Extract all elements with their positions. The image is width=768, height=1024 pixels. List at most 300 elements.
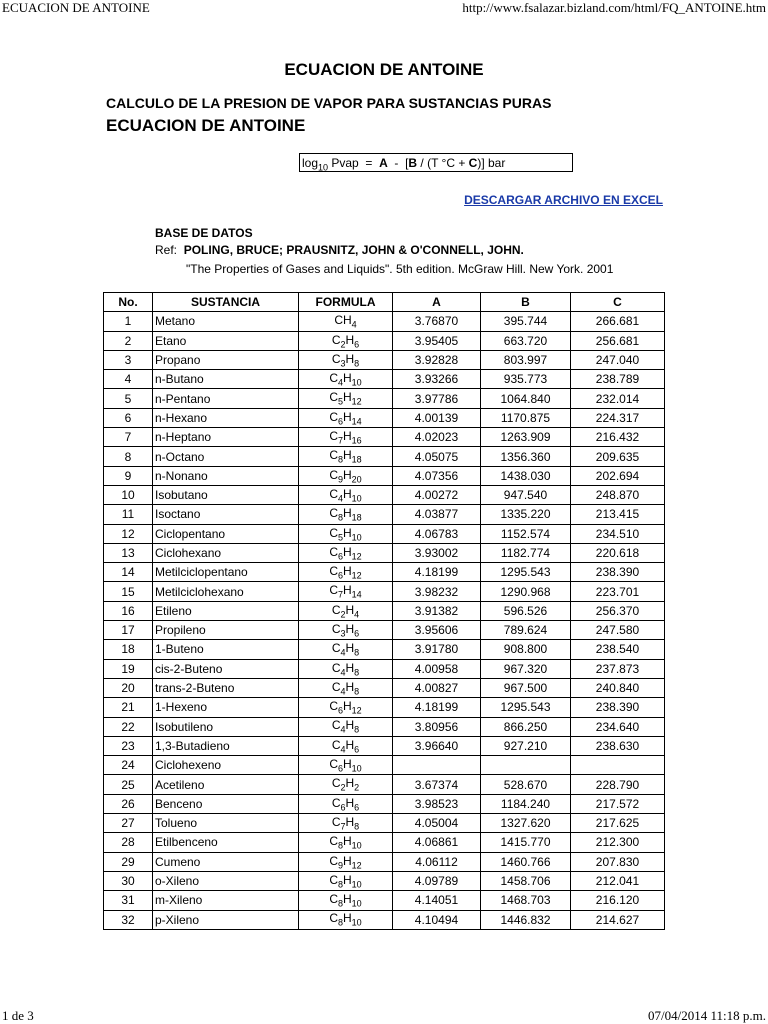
cell-formula [299, 524, 393, 543]
cell-formula [299, 389, 393, 408]
cell-c: 238.390 [571, 563, 665, 582]
formula-subscript: 6 [354, 338, 360, 349]
cell-formula [299, 370, 393, 389]
cell-a: 4.10494 [393, 910, 481, 929]
cell-b: 908.800 [481, 640, 571, 659]
table-row [104, 466, 665, 485]
cell-b: 1182.774 [481, 543, 571, 562]
cell-no: 15 [104, 582, 153, 601]
cell-no: 23 [104, 736, 153, 755]
page-subtitle: CALCULO DE LA PRESION DE VAPOR PARA SUSTANCIAS PURAS [106, 95, 552, 111]
formula-element: H [345, 332, 355, 347]
formula-subscript: 6 [354, 744, 360, 755]
table-row [104, 659, 665, 678]
formula-subscript: 8 [354, 647, 360, 658]
print-footer-page: 1 de 3 [2, 1008, 34, 1023]
cell-a: 3.92828 [393, 350, 481, 369]
cell-no: 27 [104, 814, 153, 833]
cell-c: 234.640 [571, 717, 665, 736]
cell-no: 30 [104, 871, 153, 890]
cell-formula [299, 312, 393, 331]
col-header-a: A [393, 293, 481, 312]
cell-sustancia: Ciclohexeno [153, 756, 299, 775]
cell-no: 13 [104, 543, 153, 562]
cell-c: 202.694 [571, 466, 665, 485]
formula-element: C [329, 486, 338, 501]
formula-element: H [343, 892, 352, 907]
formula-element: C [331, 814, 341, 829]
cell-formula [299, 485, 393, 504]
formula-subscript: 6 [337, 705, 343, 716]
cell-formula [299, 756, 393, 775]
formula-subscript: 4 [340, 666, 346, 677]
cell-formula [299, 447, 393, 466]
cell-a: 4.00272 [393, 485, 481, 504]
formula-element: C [329, 409, 338, 424]
formula-element: H [343, 911, 352, 926]
cell-sustancia: m-Xileno [153, 891, 299, 910]
table-row [104, 447, 665, 466]
cell-b: 395.744 [481, 312, 571, 331]
cell-b: 1263.909 [481, 428, 571, 447]
cell-a: 4.18199 [393, 698, 481, 717]
formula-element: C [329, 506, 338, 521]
cell-no: 9 [104, 466, 153, 485]
formula-subscript: 10 [351, 493, 362, 504]
formula-element: H [343, 429, 352, 444]
table-row [104, 891, 665, 910]
cell-no: 29 [104, 852, 153, 871]
database-reference [155, 243, 524, 257]
formula-mid2: / (T °C + [417, 156, 469, 170]
cell-b: 789.624 [481, 621, 571, 640]
cell-a: 3.98523 [393, 794, 481, 813]
cell-b: 1458.706 [481, 871, 571, 890]
cell-sustancia: p-Xileno [153, 910, 299, 929]
cell-c: 217.572 [571, 794, 665, 813]
cell-a: 3.76870 [393, 312, 481, 331]
cell-formula [299, 852, 393, 871]
cell-b: 1468.703 [481, 891, 571, 910]
formula-subscript: 3 [340, 358, 346, 369]
formula-element: H [345, 660, 355, 675]
cell-b: 1335.220 [481, 505, 571, 524]
cell-b: 967.320 [481, 659, 571, 678]
cell-c: 238.390 [571, 698, 665, 717]
col-header-formula: FORMULA [299, 293, 393, 312]
cell-formula [299, 601, 393, 620]
cell-sustancia: cis-2-Buteno [153, 659, 299, 678]
cell-c: 247.040 [571, 350, 665, 369]
formula-subscript: 4 [354, 609, 360, 620]
cell-a: 4.07356 [393, 466, 481, 485]
cell-a: 4.02023 [393, 428, 481, 447]
cell-c: 266.681 [571, 312, 665, 331]
cell-c: 212.041 [571, 871, 665, 890]
formula-subscript: 18 [351, 512, 362, 523]
cell-a: 3.98232 [393, 582, 481, 601]
formula-element: H [342, 313, 352, 328]
cell-no: 19 [104, 659, 153, 678]
antoine-formula-box [299, 153, 573, 172]
formula-element: H [343, 409, 352, 424]
cell-no: 16 [104, 601, 153, 620]
formula-a: A [379, 156, 388, 170]
formula-subscript: 5 [337, 396, 343, 407]
cell-a: 4.03877 [393, 505, 481, 524]
formula-subscript: 8 [354, 821, 360, 832]
table-row [104, 485, 665, 504]
formula-subscript: 10 [351, 840, 362, 851]
formula-element: C [331, 737, 341, 752]
cell-c: 220.618 [571, 543, 665, 562]
formula-element: C [329, 544, 338, 559]
formula-subscript: 8 [354, 666, 360, 677]
formula-element: C [334, 313, 343, 328]
cell-no: 31 [104, 891, 153, 910]
cell-a: 4.18199 [393, 563, 481, 582]
cell-sustancia: 1-Buteno [153, 640, 299, 659]
cell-b: 927.210 [481, 736, 571, 755]
table-row [104, 871, 665, 890]
cell-b: 1295.543 [481, 563, 571, 582]
formula-element: C [329, 467, 338, 482]
reference-label: Ref: [155, 243, 184, 257]
cell-a: 3.95606 [393, 621, 481, 640]
cell-a: 3.91382 [393, 601, 481, 620]
cell-c: 256.681 [571, 331, 665, 350]
formula-element: H [343, 544, 352, 559]
formula-subscript: 12 [351, 396, 362, 407]
table-row [104, 370, 665, 389]
formula-element: H [345, 351, 355, 366]
cell-b: 1064.840 [481, 389, 571, 408]
cell-formula [299, 698, 393, 717]
formula-subscript: 6 [337, 551, 343, 562]
formula-element: H [343, 525, 352, 540]
cell-no: 6 [104, 408, 153, 427]
cell-no: 20 [104, 678, 153, 697]
table-row [104, 794, 665, 813]
cell-formula [299, 871, 393, 890]
formula-element: C [329, 892, 338, 907]
cell-no: 3 [104, 350, 153, 369]
formula-subscript: 8 [337, 879, 343, 890]
cell-formula [299, 833, 393, 852]
cell-no: 18 [104, 640, 153, 659]
formula-subscript: 12 [351, 551, 362, 562]
cell-formula [299, 543, 393, 562]
formula-subscript: 8 [337, 840, 343, 851]
cell-c: 209.635 [571, 447, 665, 466]
table-row [104, 505, 665, 524]
cell-no: 8 [104, 447, 153, 466]
formula-element: C [331, 602, 341, 617]
formula-element: H [343, 699, 352, 714]
formula-subscript: 2 [340, 609, 346, 620]
table-row [104, 678, 665, 697]
cell-b: 596.526 [481, 601, 571, 620]
cell-b: 1446.832 [481, 910, 571, 929]
formula-subscript: 2 [354, 782, 360, 793]
formula-subscript: 14 [351, 416, 362, 427]
table-row [104, 543, 665, 562]
cell-no: 28 [104, 833, 153, 852]
formula-subscript: 9 [337, 474, 343, 485]
table-row [104, 717, 665, 736]
formula-subscript: 4 [340, 724, 346, 735]
cell-formula [299, 563, 393, 582]
cell-b: 1170.875 [481, 408, 571, 427]
formula-element: H [345, 737, 355, 752]
table-row [104, 852, 665, 871]
cell-formula [299, 717, 393, 736]
cell-b: 1295.543 [481, 698, 571, 717]
formula-subscript: 12 [351, 859, 362, 870]
cell-sustancia: Isobutileno [153, 717, 299, 736]
antoine-constants-table [103, 292, 665, 930]
formula-element: H [343, 564, 352, 579]
col-header-sustancia: SUSTANCIA [153, 293, 299, 312]
table-row [104, 350, 665, 369]
cell-c: 238.789 [571, 370, 665, 389]
cell-no: 17 [104, 621, 153, 640]
formula-subscript: 4 [351, 319, 357, 330]
cell-a: 4.00827 [393, 678, 481, 697]
formula-element: C [331, 332, 341, 347]
cell-formula [299, 736, 393, 755]
formula-element: H [343, 583, 352, 598]
cell-b: 935.773 [481, 370, 571, 389]
formula-element: H [343, 872, 352, 887]
cell-c: 248.870 [571, 485, 665, 504]
cell-no: 26 [104, 794, 153, 813]
formula-subscript: 6 [337, 763, 343, 774]
table-row [104, 640, 665, 659]
cell-no: 32 [104, 910, 153, 929]
cell-sustancia: Tolueno [153, 814, 299, 833]
formula-element: C [331, 776, 341, 791]
formula-element: H [345, 776, 355, 791]
table-row [104, 408, 665, 427]
cell-c: 238.630 [571, 736, 665, 755]
formula-subscript: 7 [337, 589, 343, 600]
formula-subscript: 8 [337, 917, 343, 928]
formula-subscript: 4 [340, 647, 346, 658]
cell-no: 1 [104, 312, 153, 331]
cell-b: 1290.968 [481, 582, 571, 601]
formula-subscript: 8 [337, 898, 343, 909]
formula-subscript: 4 [337, 493, 343, 504]
formula-subscript: 7 [340, 821, 346, 832]
formula-subscript: 2 [340, 338, 346, 349]
formula-element: C [329, 911, 338, 926]
table-row [104, 389, 665, 408]
table-row [104, 621, 665, 640]
formula-b: B [408, 156, 418, 170]
cell-b [481, 756, 571, 775]
page-title: ECUACION DE ANTOINE [284, 60, 484, 79]
formula-lhs: Pvap = [328, 156, 380, 170]
cell-formula [299, 659, 393, 678]
formula-log-base: 10 [318, 162, 329, 173]
formula-subscript: 6 [354, 628, 360, 639]
formula-element: C [331, 718, 341, 733]
formula-element: H [343, 853, 352, 868]
formula-subscript: 4 [340, 686, 346, 697]
cell-c: 223.701 [571, 582, 665, 601]
cell-sustancia: n-Heptano [153, 428, 299, 447]
reference-authors: POLING, BRUCE; PRAUSNITZ, JOHN & O'CONNELL, JOHN. [183, 243, 524, 257]
cell-formula [299, 408, 393, 427]
cell-c: 212.300 [571, 833, 665, 852]
cell-c: 214.627 [571, 910, 665, 929]
cell-c: 228.790 [571, 775, 665, 794]
cell-b: 967.500 [481, 678, 571, 697]
cell-sustancia: Cumeno [153, 852, 299, 871]
cell-formula [299, 775, 393, 794]
cell-sustancia: 1-Hexeno [153, 698, 299, 717]
formula-subscript: 8 [337, 512, 343, 523]
cell-c: 216.120 [571, 891, 665, 910]
formula-subscript: 12 [351, 705, 362, 716]
table-row [104, 756, 665, 775]
cell-sustancia: o-Xileno [153, 871, 299, 890]
cell-a: 4.05004 [393, 814, 481, 833]
cell-a: 3.91780 [393, 640, 481, 659]
formula-subscript: 10 [351, 763, 362, 774]
cell-c: 237.873 [571, 659, 665, 678]
formula-c: C [468, 156, 478, 170]
cell-sustancia: Isobutano [153, 485, 299, 504]
cell-formula [299, 910, 393, 929]
cell-no: 7 [104, 428, 153, 447]
formula-subscript: 12 [351, 570, 362, 581]
cell-sustancia: n-Butano [153, 370, 299, 389]
col-header-b: B [481, 293, 571, 312]
cell-a [393, 756, 481, 775]
cell-formula [299, 621, 393, 640]
formula-subscript: 4 [337, 377, 343, 388]
formula-element: H [343, 486, 352, 501]
formula-element: H [345, 795, 355, 810]
formula-subscript: 10 [351, 531, 362, 542]
cell-sustancia: Propano [153, 350, 299, 369]
cell-b: 803.997 [481, 350, 571, 369]
cell-a: 3.96640 [393, 736, 481, 755]
cell-a: 3.67374 [393, 775, 481, 794]
cell-sustancia: Metano [153, 312, 299, 331]
cell-sustancia: n-Hexano [153, 408, 299, 427]
table-row [104, 331, 665, 350]
cell-formula [299, 891, 393, 910]
formula-element: C [331, 351, 341, 366]
formula-subscript: 6 [337, 570, 343, 581]
formula-element: C [331, 795, 341, 810]
cell-sustancia: n-Pentano [153, 389, 299, 408]
formula-subscript: 14 [351, 589, 362, 600]
cell-c: 234.510 [571, 524, 665, 543]
cell-c: 232.014 [571, 389, 665, 408]
formula-subscript: 10 [351, 377, 362, 388]
cell-sustancia: Acetileno [153, 775, 299, 794]
formula-subscript: 6 [337, 416, 343, 427]
formula-subscript: 2 [340, 782, 346, 793]
formula-subscript: 10 [351, 898, 362, 909]
formula-subscript: 10 [351, 879, 362, 890]
print-header-url: http://www.fsalazar.bizland.com/html/FQ_ANTOINE.htm [462, 0, 766, 15]
cell-sustancia: n-Nonano [153, 466, 299, 485]
formula-element: H [345, 718, 355, 733]
cell-sustancia: Ciclohexano [153, 543, 299, 562]
formula-element: C [331, 622, 341, 636]
cell-no: 21 [104, 698, 153, 717]
table-row [104, 814, 665, 833]
cell-formula [299, 505, 393, 524]
cell-sustancia: Benceno [153, 794, 299, 813]
cell-b: 1184.240 [481, 794, 571, 813]
cell-no: 24 [104, 756, 153, 775]
cell-a: 4.00958 [393, 659, 481, 678]
formula-element: H [343, 834, 352, 849]
cell-a: 4.06112 [393, 852, 481, 871]
formula-element: C [329, 564, 338, 579]
cell-formula [299, 428, 393, 447]
formula-subscript: 8 [354, 724, 360, 735]
cell-c: 224.317 [571, 408, 665, 427]
formula-subscript: 5 [337, 531, 343, 542]
formula-element: H [343, 506, 352, 521]
formula-element: H [345, 679, 355, 694]
cell-b: 528.670 [481, 775, 571, 794]
formula-element: H [345, 602, 355, 617]
cell-b: 663.720 [481, 331, 571, 350]
cell-sustancia: Etano [153, 331, 299, 350]
cell-b: 1460.766 [481, 852, 571, 871]
formula-element: C [329, 853, 338, 868]
cell-c: 216.432 [571, 428, 665, 447]
formula-subscript: 9 [337, 859, 343, 870]
formula-subscript: 8 [354, 686, 360, 697]
cell-formula [299, 640, 393, 659]
cell-b: 866.250 [481, 717, 571, 736]
formula-subscript: 8 [354, 358, 360, 369]
cell-sustancia: trans-2-Buteno [153, 678, 299, 697]
cell-a: 3.95405 [393, 331, 481, 350]
cell-no: 11 [104, 505, 153, 524]
formula-subscript: 8 [337, 454, 343, 465]
cell-b: 947.540 [481, 485, 571, 504]
formula-element: C [329, 525, 338, 540]
cell-a: 4.06783 [393, 524, 481, 543]
download-excel-link[interactable]: DESCARGAR ARCHIVO EN EXCEL [464, 193, 663, 207]
table-row [104, 833, 665, 852]
cell-sustancia: n-Octano [153, 447, 299, 466]
cell-c [571, 756, 665, 775]
cell-b: 1327.620 [481, 814, 571, 833]
table-row [104, 563, 665, 582]
formula-element: H [343, 757, 352, 772]
cell-formula [299, 582, 393, 601]
formula-element: C [329, 757, 338, 772]
formula-element: C [331, 679, 341, 694]
formula-element: C [331, 641, 341, 656]
cell-sustancia: Etileno [153, 601, 299, 620]
table-row [104, 910, 665, 929]
cell-sustancia: Metilciclopentano [153, 563, 299, 582]
table-row [104, 698, 665, 717]
cell-no: 2 [104, 331, 153, 350]
